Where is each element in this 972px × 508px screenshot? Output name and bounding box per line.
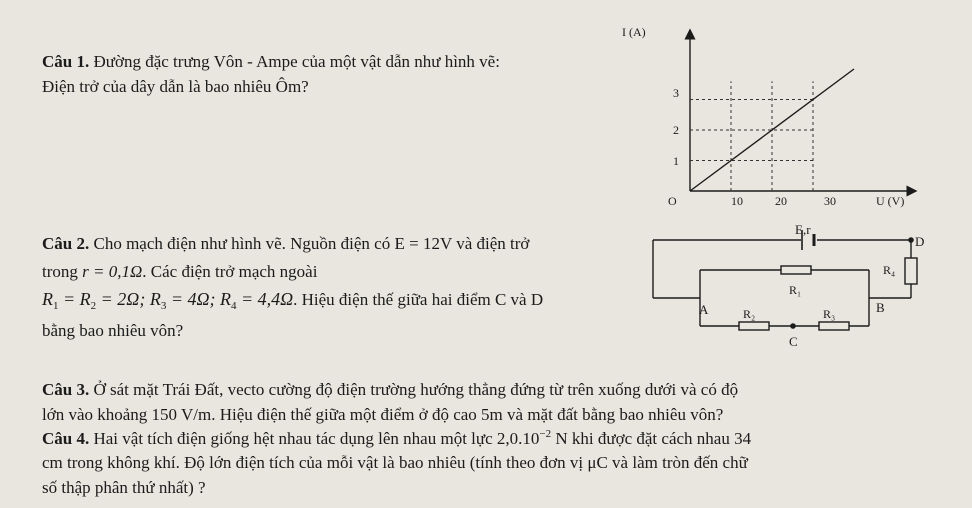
y-tick-1: 1 [673,154,679,168]
node-d [908,237,914,243]
q3-line-2 [42,405,723,425]
q3-line-1 [42,380,738,400]
q2-text-1b: và điện trở [456,234,530,253]
resistor-r4-label: R₄ [883,263,896,277]
q2-text-4: bằng bao nhiêu vôn? [42,321,184,340]
q3-label: Câu 3. [42,380,90,399]
q3-text-1: Ở sát mặt Trái Đất, vecto cường độ điện trường hướng thẳng đứng từ trên xuống dưới và có độ [93,380,739,399]
y-tick-2: 2 [673,123,679,137]
q1-label: Câu 1. [42,52,90,71]
origin-label: O [668,194,677,208]
q4-text-1b: N khi được đặt cách nhau 34 [555,429,752,448]
circuit-diagram [645,222,935,352]
resistor-r3 [819,322,849,330]
q4-text-1a: Hai vật tích điện giống hệt nhau tác dụng lên nhau một lực [93,429,493,448]
graph-guides [690,81,813,191]
q4-text-3: số thập phân thứ nhất) ? [42,478,206,497]
x-tick-10: 10 [731,194,743,208]
x-tick-20: 20 [775,194,787,208]
node-a-label: A [699,302,709,317]
q2-line-3 [42,289,543,312]
node-d-label: D [915,234,925,249]
iu-graph [622,20,930,215]
q2-text-3b: . Hiệu điện thế giữa hai điểm C và D [293,290,544,309]
resistor-r1-label: R₁ [789,283,802,297]
q3-text-2: lớn vào khoảng 150 V/m. Hiệu điện thế giữa một điểm ở độ cao 5m và mặt đất bằng bao nhiêu vôn? [42,405,724,424]
q1-line-2 [42,77,309,97]
resistor-r1 [781,266,811,274]
q1-text-2: Điện trở của dây dẫn là bao nhiêu Ôm? [42,77,309,96]
q1-line-1 [42,52,500,72]
q4-line-1 [42,428,751,449]
q2-internal-r: r = 0,1Ω [82,262,143,281]
q4-text-2: cm trong không khí. Độ lớn điện tích của mỗi vật là bao nhiêu (tính theo đơn vị μC và làm tròn đến chữ [42,453,748,472]
x-tick-30: 30 [824,194,836,208]
q4-line-3 [42,478,206,498]
q2-text-2a: trong [42,262,78,281]
q1-text-1: Đường đặc trưng Vôn - Ampe của một vật dẫn như hình vẽ: [93,52,500,71]
q2-res-values: $R_1 = R_2 = 2\Omega$; $R_3 = 4\Omega$; $R_4 = 4,4\Omega$ [42,289,294,312]
q4-force: $2,0.10^{-2}$ [496,428,552,448]
y-axis-label: I (A) [622,25,646,39]
source-label: E,r [795,222,811,237]
resistor-r4 [905,258,917,284]
q2-label: Câu 2. [42,234,90,253]
q2-text-1a: Cho mạch điện như hình vẽ. Nguồn điện có [93,234,391,253]
y-tick-3: 3 [673,86,679,100]
resistor-r2 [739,322,769,330]
q2-line-2 [42,262,317,282]
node-c-label: C [789,334,798,349]
q2-emf: E = 12V [394,234,452,253]
q4-line-2 [42,453,748,473]
resistor-r2-label: R₂ [743,307,756,321]
node-c [790,323,796,329]
q2-line-1 [42,234,529,254]
q2-line-4 [42,321,183,341]
q2-text-2b: . Các điện trở mạch ngoài [142,262,318,281]
node-b-label: B [876,300,885,315]
resistor-r3-label: R₃ [823,307,836,321]
x-axis-label: U (V) [876,194,905,208]
q4-label: Câu 4. [42,429,90,448]
